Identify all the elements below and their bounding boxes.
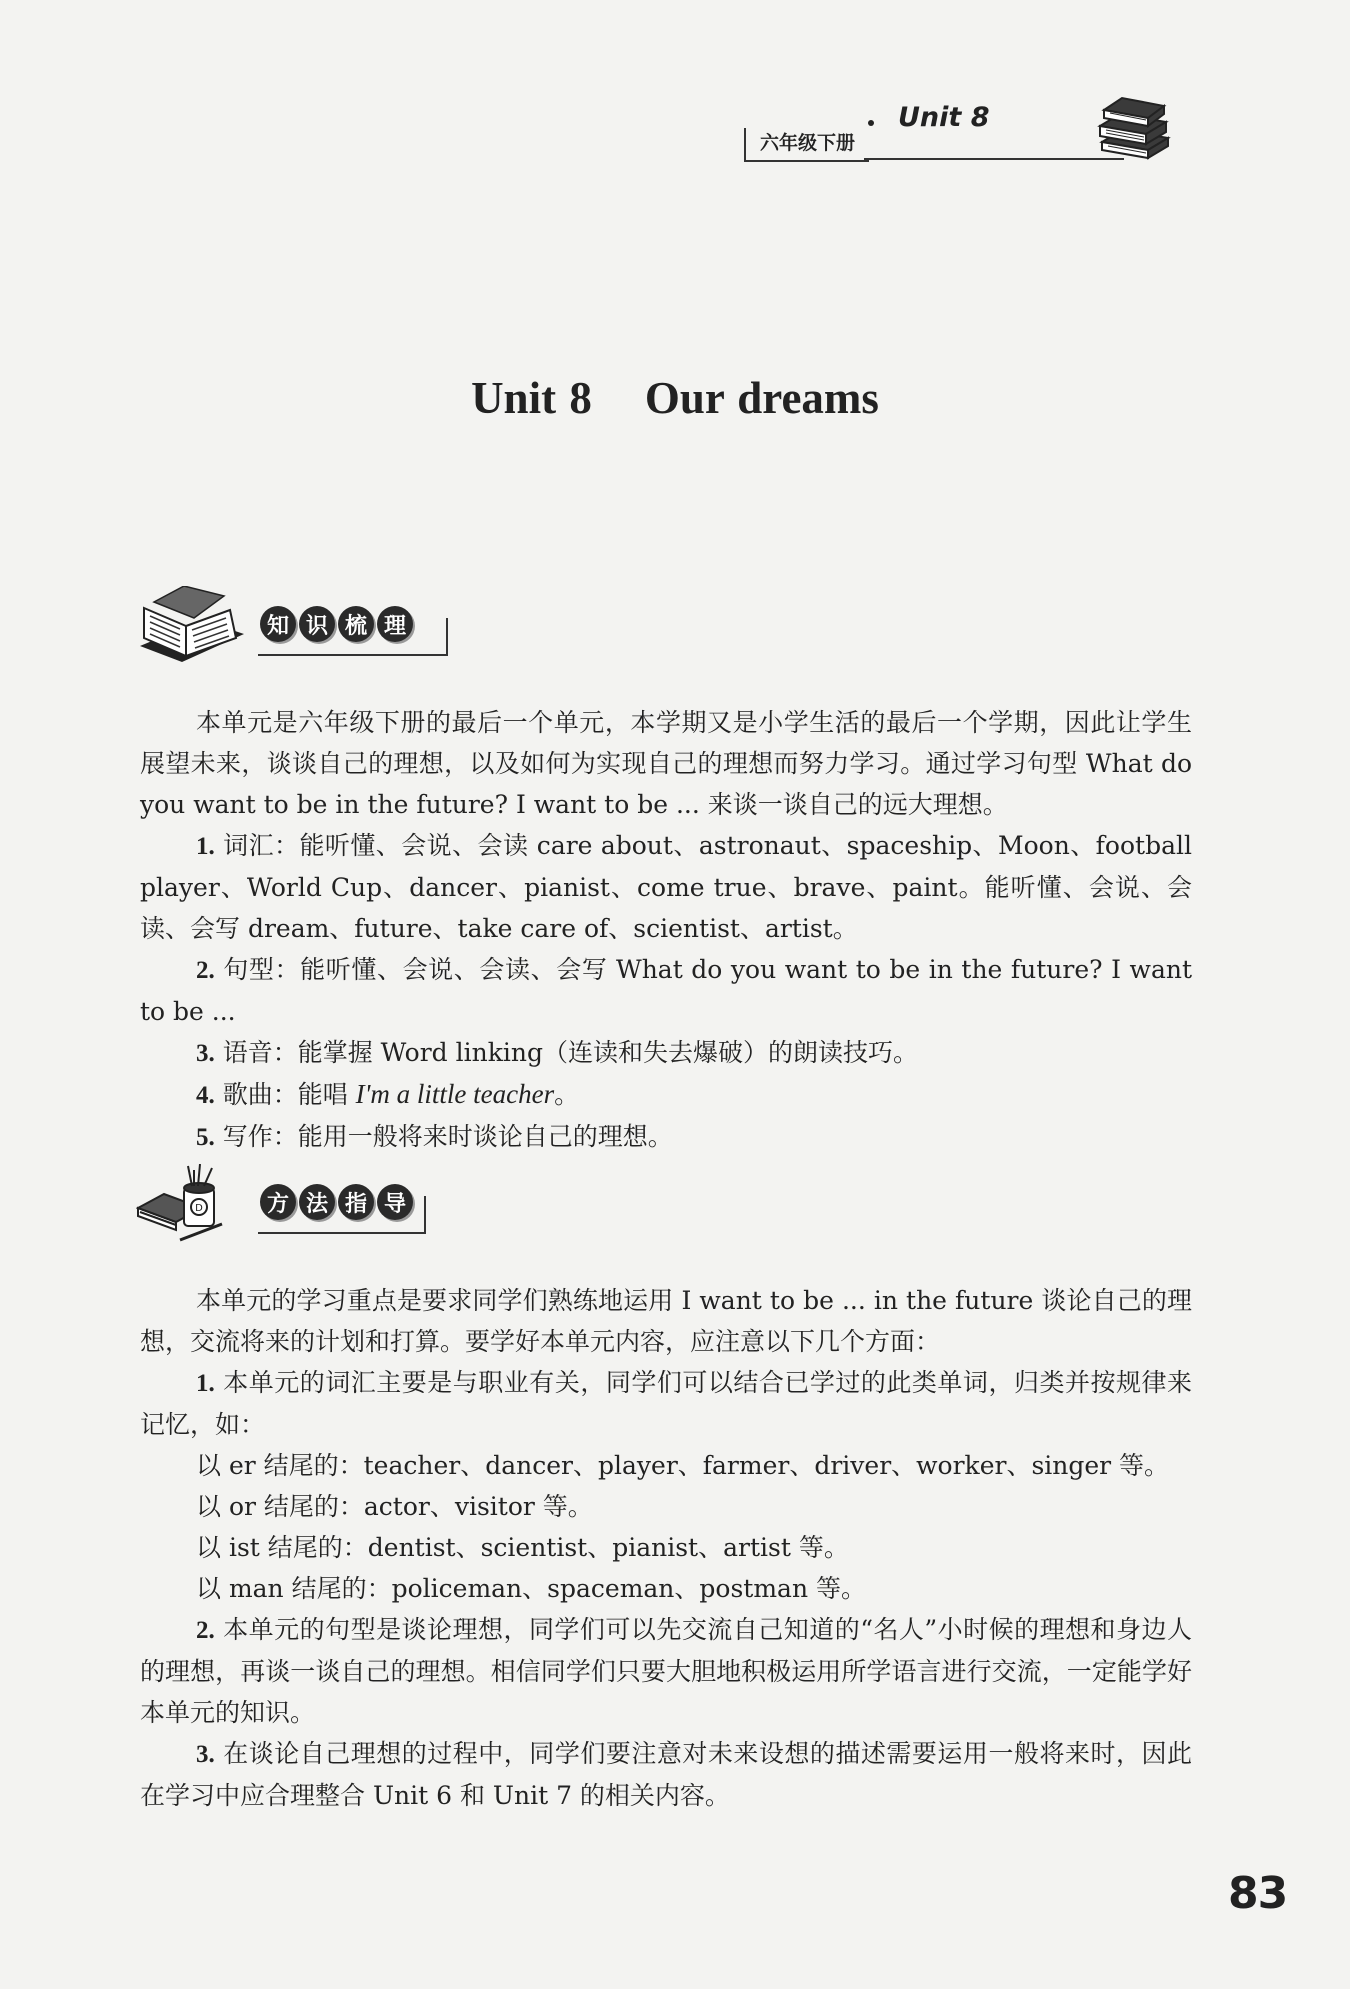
heading-char: 理 — [377, 606, 413, 642]
item-text: 本单元的句型是谈论理想，同学们可以先交流自己知道的“名人”小时候的理想和身边人的理想，再谈一谈自己的理想。相信同学们只要大胆地积极运用所学语言进行交流，一定能学好本单元的知识。 — [140, 1615, 1192, 1727]
header-rule — [864, 158, 1124, 160]
running-header — [744, 100, 1174, 162]
header-dot — [868, 120, 874, 126]
section-heading-knowledge — [136, 586, 456, 666]
grade-label: 六年级下册 — [744, 128, 869, 162]
heading-text — [260, 606, 413, 642]
item-text: 句型：能听懂、会说、会读、会写 What do you want to be in the future? I want to be ... — [140, 955, 1192, 1026]
heading-char: 法 — [299, 1184, 335, 1220]
item-number: 3. — [196, 1741, 215, 1768]
page-number: 83 — [1228, 1868, 1288, 1919]
list-item — [140, 825, 1192, 949]
section-heading-method — [136, 1164, 436, 1244]
item-text: 在谈论自己理想的过程中，同学们要注意对未来设想的描述需要运用一般将来时，因此在学习中应合理整合 Unit 6 和 Unit 7 的相关内容。 — [140, 1739, 1192, 1810]
item-number: 2. — [196, 957, 215, 984]
list-item — [140, 1074, 1192, 1116]
heading-char: 梳 — [338, 606, 374, 642]
heading-char: 方 — [260, 1184, 296, 1220]
list-item — [140, 949, 1192, 1032]
heading-char: 知 — [260, 606, 296, 642]
heading-text — [260, 1184, 413, 1220]
heading-char: 指 — [338, 1184, 374, 1220]
intro-paragraph: 本单元是六年级下册的最后一个单元，本学期又是小学生活的最后一个学期，因此让学生展望未来，谈谈自己的理想，以及如何为实现自己的理想而努力学习。通过学习句型 What do you want to be in the future? I want to be ... 来谈一谈自己的远大理想。 — [140, 708, 1192, 819]
example-line: 以 ist 结尾的：dentist、scientist、pianist、artist 等。 — [196, 1533, 849, 1562]
unit-title: Unit 8 Our dreams — [471, 373, 879, 423]
item-number: 3. — [196, 1040, 215, 1067]
item-number: 1. — [196, 1370, 215, 1397]
stacked-books-icon — [1088, 92, 1174, 160]
item-text: 写作：能用一般将来时谈论自己的理想。 — [222, 1122, 673, 1151]
list-item — [140, 1733, 1192, 1816]
item-text: 语音：能掌握 Word linking（连读和失去爆破）的朗读技巧。 — [222, 1038, 918, 1067]
item-number: 5. — [196, 1124, 215, 1151]
example-line: 以 man 结尾的：policeman、spaceman、postman 等。 — [196, 1574, 866, 1603]
heading-char: 识 — [299, 606, 335, 642]
svg-text:D: D — [195, 1203, 203, 1214]
list-item — [140, 1032, 1192, 1074]
item-number: 2. — [196, 1617, 215, 1644]
song-title: I'm a little teacher — [355, 1079, 555, 1109]
knowledge-section-body — [140, 702, 1192, 1158]
list-item — [140, 1362, 1192, 1445]
item-number: 4. — [196, 1082, 215, 1109]
open-book-icon — [136, 586, 248, 666]
method-section-body — [140, 1280, 1192, 1816]
pencil-cup-icon — [136, 1164, 248, 1244]
item-text: 词汇：能听懂、会说、会读 care about、astronaut、spaceship、Moon、football player、World Cup、dancer、pianist、come true、brave、paint。能听懂、会说、会读、会写 dream、future、take care of、scientist、artist。 — [140, 831, 1192, 943]
unit-label: Unit 8 — [898, 102, 990, 133]
heading-char: 导 — [377, 1184, 413, 1220]
list-item — [140, 1609, 1192, 1733]
item-end: 。 — [554, 1080, 580, 1109]
list-item — [140, 1116, 1192, 1158]
example-line: 以 or 结尾的：actor、visitor 等。 — [196, 1492, 593, 1521]
item-label: 歌曲：能唱 — [222, 1080, 356, 1109]
intro-paragraph: 本单元的学习重点是要求同学们熟练地运用 I want to be ... in the future 谈论自己的理想，交流将来的计划和打算。要学好本单元内容，应注意以下几个方面： — [140, 1286, 1192, 1356]
example-line: 以 er 结尾的：teacher、dancer、player、farmer、driver、worker、singer 等。 — [196, 1451, 1170, 1480]
item-number: 1. — [196, 833, 215, 860]
item-text: 本单元的词汇主要是与职业有关，同学们可以结合已学过的此类单词，归类并按规律来记忆，如： — [140, 1368, 1192, 1439]
